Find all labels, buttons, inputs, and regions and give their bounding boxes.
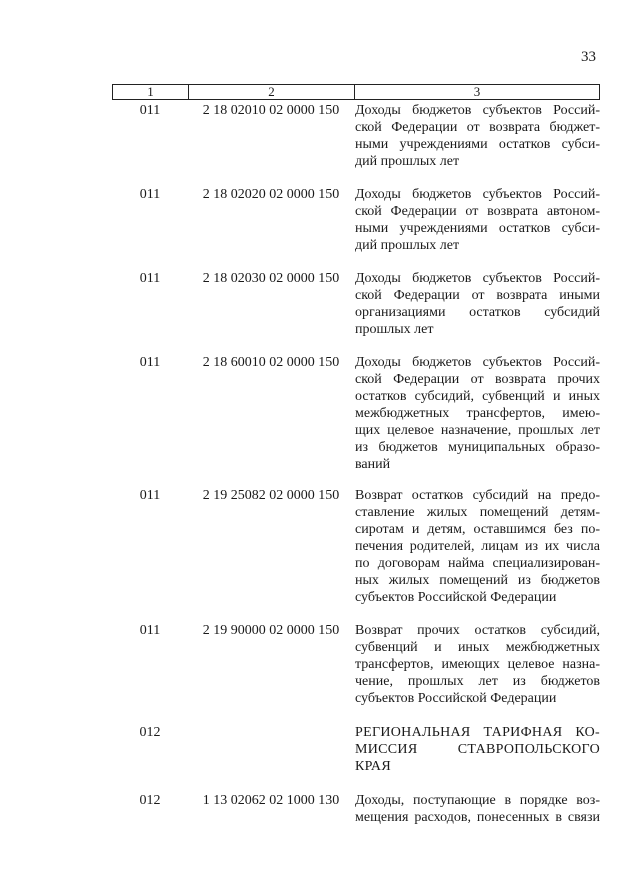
description-line: ской Федерации от возврата прочих — [355, 372, 600, 387]
row-code: 011 — [139, 623, 161, 638]
description-line: Доходы, поступающие в порядке воз- — [355, 793, 600, 808]
description-line: Доходы бюджетов субъектов Россий- — [355, 271, 600, 286]
description-line: щих целевое назначение, прошлых лет — [355, 423, 600, 438]
header-col-3: 3 — [473, 84, 481, 99]
description-line: ваний — [355, 457, 391, 472]
row-kbk: 2 18 02020 02 0000 150 — [202, 187, 340, 202]
description-line: мещения расходов, понесенных в связи — [355, 810, 600, 825]
description-line: сиротам и детям, оставшимся без по- — [355, 522, 600, 537]
description-line: субъектов Российской Федерации — [355, 691, 557, 706]
description-line: дий прошлых лет — [355, 238, 460, 253]
description-line: ставление жилых помещений детям- — [355, 505, 600, 520]
description-line: прошлых лет — [355, 322, 434, 337]
description-line: субвенций и иных межбюджетных — [355, 640, 600, 655]
description-line: ными учреждениями остатков субси- — [355, 221, 600, 236]
row-kbk: 2 18 02030 02 0000 150 — [202, 271, 340, 286]
description-line: организациями остатков субсидий — [355, 305, 600, 320]
description-line: дий прошлых лет — [355, 154, 460, 169]
table-header — [112, 84, 600, 100]
description-line: Возврат остатков субсидий на предо- — [355, 488, 600, 503]
row-description — [355, 724, 600, 775]
row-description — [355, 270, 600, 338]
row-description — [355, 792, 600, 826]
description-line: ской Федерации от возврата иными — [355, 288, 600, 303]
header-col-2: 2 — [189, 85, 355, 99]
row-kbk: 2 18 60010 02 0000 150 — [202, 355, 340, 370]
row-kbk: 2 19 25082 02 0000 150 — [202, 488, 340, 503]
row-code: 011 — [139, 488, 161, 503]
description-line: МИССИЯ СТАВРОПОЛЬСКОГО — [355, 742, 600, 757]
description-line: Доходы бюджетов субъектов Россий- — [355, 187, 600, 202]
row-code: 012 — [139, 793, 161, 808]
description-line: трансфертов, имеющих целевое назна- — [355, 657, 600, 672]
row-description — [355, 186, 600, 254]
row-code: 012 — [139, 725, 161, 740]
row-kbk: 2 19 90000 02 0000 150 — [202, 623, 340, 638]
row-kbk: 1 13 02062 02 1000 130 — [202, 793, 340, 808]
header-col-1: 1 — [113, 85, 189, 99]
description-line: межбюджетных трансфертов, имею- — [355, 406, 600, 421]
description-line: КРАЯ — [355, 759, 391, 774]
description-line: ской Федерации от возврата бюджет- — [355, 120, 600, 135]
description-line: Доходы бюджетов субъектов Россий- — [355, 355, 600, 370]
description-line: по договорам найма специализирован- — [355, 556, 600, 571]
description-line: из бюджетов муниципальных образо- — [355, 440, 600, 455]
row-code: 011 — [139, 103, 161, 118]
row-kbk: 2 18 02010 02 0000 150 — [202, 103, 340, 118]
description-line: печения родителей, лицам из их числа — [355, 539, 600, 554]
row-description — [355, 487, 600, 606]
description-line: субъектов Российской Федерации — [355, 590, 557, 605]
row-code: 011 — [139, 271, 161, 286]
row-description — [355, 622, 600, 707]
description-line: Доходы бюджетов субъектов Россий- — [355, 103, 600, 118]
row-description — [355, 354, 600, 473]
row-code: 011 — [139, 355, 161, 370]
description-line: остатков субсидий, субвенций и иных — [355, 389, 600, 404]
description-line: РЕГИОНАЛЬНАЯ ТАРИФНАЯ КО- — [355, 725, 600, 740]
description-line: чение, прошлых лет из бюджетов — [355, 674, 600, 689]
row-description — [355, 102, 600, 170]
description-line: ской Федерации от возврата автоном- — [355, 204, 600, 219]
page-number: 33 — [581, 49, 596, 65]
description-line: ными учреждениями остатков субси- — [355, 137, 600, 152]
description-line: ных жилых помещений из бюджетов — [355, 573, 600, 588]
description-line: Возврат прочих остатков субсидий, — [355, 623, 600, 638]
row-code: 011 — [139, 187, 161, 202]
